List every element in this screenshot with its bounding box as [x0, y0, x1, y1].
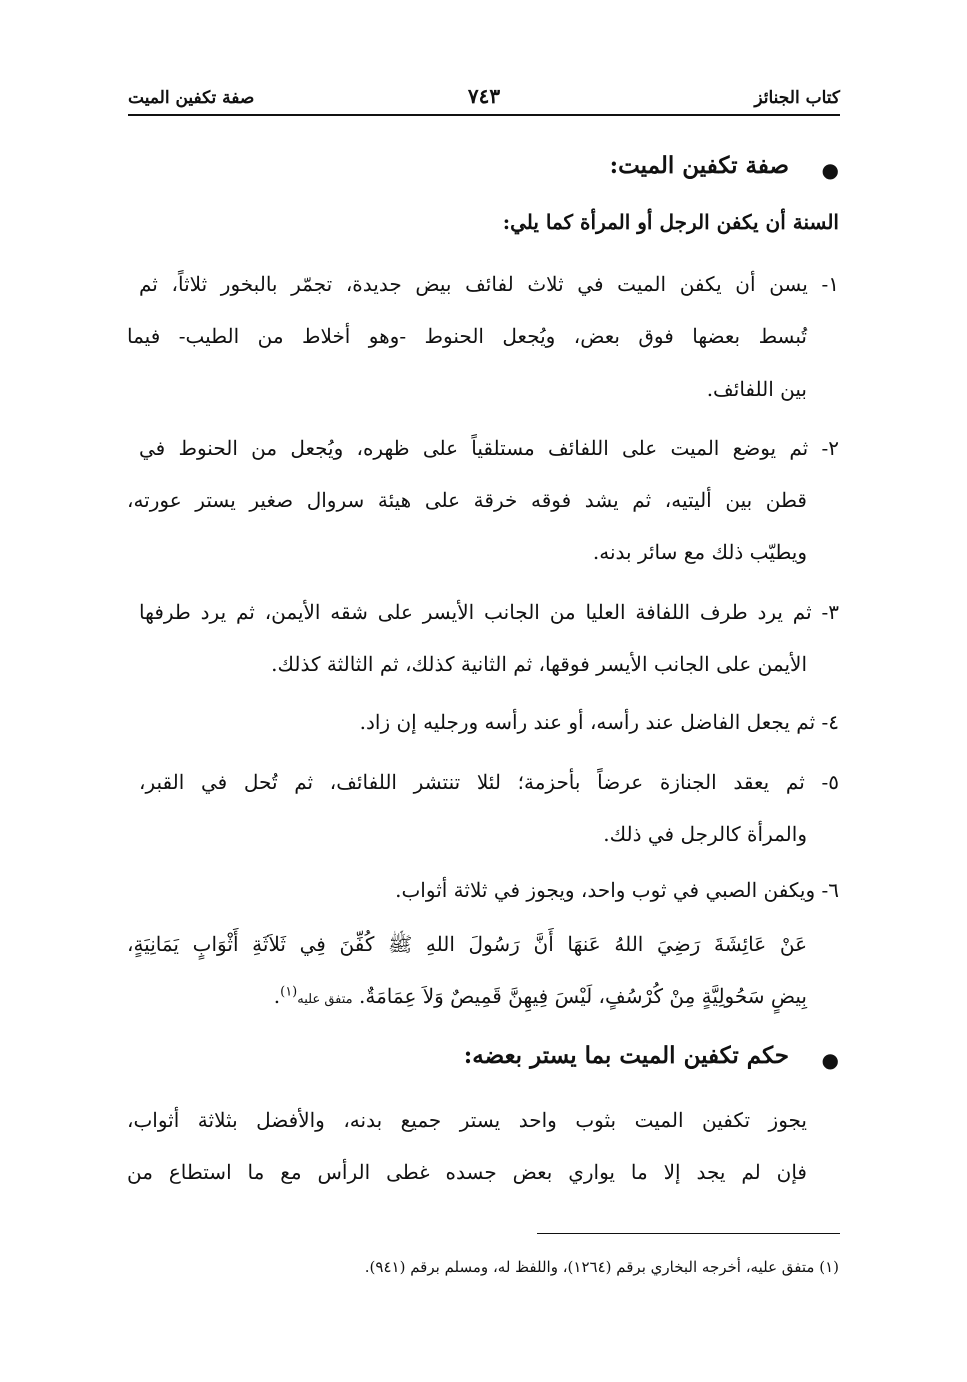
item2-line2: قطن بين أليتيه، ثم يشد فوقه خرقة على هيئة سروال صغير يستر عورته،	[127, 488, 807, 512]
section2-line2: فإن لم يجد إلا ما يواري بعض جسده غطى الرأس مع ما استطاع من	[127, 1160, 807, 1184]
item1-line1: ١- يسن أن يكفن الميت في ثلاث لفائف بيض جديدة، تجمّر بالبخور ثلاثاً، ثم	[139, 272, 839, 296]
section2-line1: يجوز تكفين الميت بثوب واحد يستر جميع بدنه، والأفضل بثلاثة أثواب،	[127, 1108, 807, 1132]
running-header	[128, 84, 840, 116]
footnote-ref: (١)	[280, 984, 298, 1000]
hadith-end: .	[273, 984, 281, 1008]
item3-line1: ٣- ثم يرد طرف اللفافة العليا من الجانب الأيسر على شقه الأيمن، ثم يرد طرفها	[139, 600, 839, 624]
hadith-text: بِيضٍ سَحُولِيَّةٍ مِنْ كُرْسُفٍ، لَيْسَ فِيهِنَّ قَمِيصٌ وَلاَ عِمَامَةٌ.	[359, 984, 807, 1008]
item5-line1: ٥- ثم يعقد الجنازة عرضاً بأحزمة؛ لئلا تنتشر اللفائف، ثم تُحل في القبر،	[139, 770, 839, 794]
header-book-title: كتاب الجنائز	[754, 88, 840, 108]
hadith-source: متفق عليه	[297, 992, 353, 1007]
section1-intro: السنة أن يكفن الرجل أو المرأة كما يلي:	[502, 210, 839, 234]
section2-bullet: ●	[821, 1048, 839, 1072]
section1-bullet: ●	[821, 158, 839, 182]
header-page-number: ٧٤٣	[467, 84, 501, 108]
item4-line1: ٤- ثم يجعل الفاضل عند رأسه، أو عند رأسه ورجليه إن زاد.	[359, 710, 839, 734]
hadith-line2	[274, 984, 807, 1008]
footnote-divider	[537, 1233, 840, 1234]
item2-line1: ٢- ثم يوضع الميت على اللفائف مستلقياً على ظهره، ويُجعل من الحنوط في	[139, 436, 839, 460]
section1-heading: صفة تكفين الميت:	[609, 152, 789, 179]
item3-line2: الأيمن على الجانب الأيسر فوقها، ثم الثانية كذلك، ثم الثالثة كذلك.	[271, 652, 807, 676]
item1-line2: تُبسط بعضها فوق بعض، ويُجعل الحنوط -وهو أخلاط من الطيب- فيما	[127, 324, 807, 348]
item2-line3: ويطيّب ذلك مع سائر بدنه.	[592, 540, 807, 564]
item5-line2: والمرأة كالرجل في ذلك.	[603, 822, 807, 846]
footnote-text: (١) متفق عليه، أخرجه البخاري برقم (١٢٦٤)، واللفظ له، ومسلم برقم (٩٤١).	[364, 1258, 839, 1276]
item1-line3: بين اللفائف.	[706, 377, 807, 401]
item6-line1: ٦- ويكفن الصبي في ثوب واحد، ويجوز في ثلاثة أثواب.	[395, 878, 839, 902]
hadith-line1: عَنْ عَائِشَةَ رَضِيَ اللهُ عَنهَا أَنَّ رَسُولَ اللهِ ﷺ كُفِّنَ فِي ثَلاَثَةِ أَثْوَابٍ يَمَانِيَةٍ،	[127, 932, 807, 956]
section2-heading: حكم تكفين الميت بما يستر بعضه:	[463, 1042, 789, 1069]
header-section-title: صفة تكفين الميت	[128, 88, 255, 108]
